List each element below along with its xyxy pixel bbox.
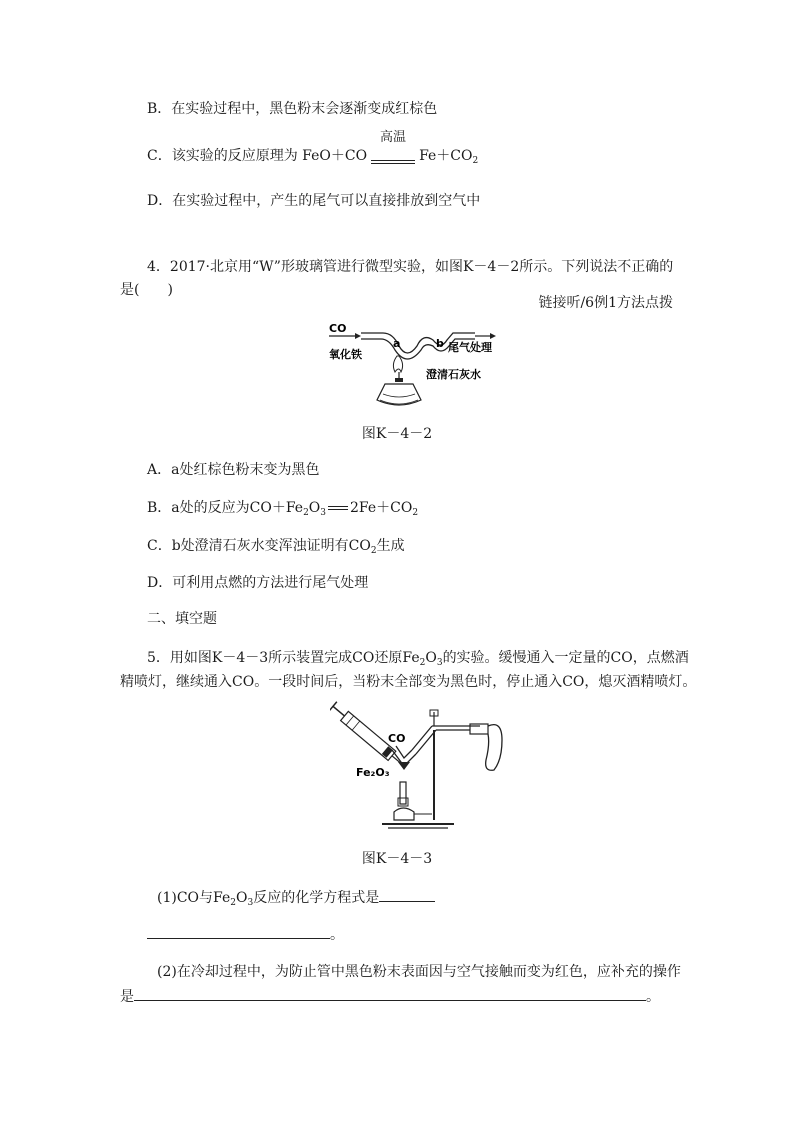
answer-blank-1b[interactable] [147,924,330,939]
q5-stem-line2: 精喷灯，继续通入CO。一段时间后，当粉末全部变为黑色时，停止通入CO，熄灭酒精喷灯。 [120,674,697,690]
section-heading-fill-in: 二、填空题 [147,611,217,627]
answer-blank-2[interactable] [134,986,646,1001]
fig-label-iron-oxide: 氧化铁 [329,348,362,361]
period: 。 [330,927,344,943]
figure-caption-k42: 图K－4－2 [361,426,433,442]
q3-option-d: D．在实验过程中，产生的尾气可以直接排放到空气中 [147,193,481,209]
answer-blank-1a[interactable] [379,887,435,902]
q3-option-c-products: Fe＋CO [419,148,473,164]
q5-part1-line1 [157,887,435,908]
fig-label-a: a [393,337,401,350]
fig-label-limewater: 澄清石灰水 [426,368,481,381]
fig-label-tail: 尾气处理 [448,341,492,354]
q4-option-a: A．a处红棕色粉末变为黑色 [147,462,320,478]
oxygen-symbol: O [236,890,248,906]
q4-option-b-text: B．a处的反应为CO＋Fe [147,500,304,516]
q5-part2-text: 是 [120,989,134,1005]
subscript: 3 [436,658,443,668]
fig-label-fe2o3: Fe₂O₃ [356,766,390,779]
q5-stem-line1 [147,648,689,668]
q4-option-b-products: 2Fe＋CO [350,500,413,516]
subscript: 2 [419,658,426,668]
equals-sign [328,506,348,510]
fig-label-co-syringe: CO [388,732,406,745]
reaction-condition [371,130,415,164]
q4-option-b [147,498,418,518]
q3-option-c-text: C．该实验的反应原理为 FeO＋CO [147,148,368,164]
condition-label: 高温 [380,130,407,145]
q5-stem-text-a: 5．用如图K－4－3所示装置完成CO还原Fe [147,650,420,666]
q4-option-d: D．可利用点燃的方法进行尾气处理 [147,575,369,591]
q5-part1-text: (1)CO与Fe [157,890,231,906]
oxygen-symbol: O [308,500,321,516]
subscript: 2 [472,156,479,166]
q4-stem-line1: 4．2017·北京用“W”形玻璃管进行微型实验，如图K－4－2所示。下列说法不正确的 [147,259,674,275]
q4-stem-line2: 是( ) [120,282,173,298]
figure-y-tube-apparatus [330,700,520,835]
q3-option-b: B．在实验过程中，黑色粉末会逐渐变成红棕色 [147,101,438,117]
figure-w-tube [325,318,510,413]
subscript: 2 [370,546,377,556]
q4-option-c-text: C．b处澄清石灰水变浑浊证明有CO [147,538,371,554]
q3-option-c [147,130,479,166]
subscript: 2 [412,508,419,518]
q5-part1-question: 反应的化学方程式是 [253,890,380,906]
q4-option-c-end: 生成 [376,538,405,554]
q4-link-text[interactable]: 链接听/6例1方法点拨 [538,295,673,311]
q5-part2-line1: (2)在冷却过程中，为防止管中黑色粉末表面因与空气接触而变为红色，应补充的操作 [157,964,681,980]
q5-stem-text-c: 的实验。缓慢通入一定量的CO，点燃酒 [442,650,689,666]
subscript: 3 [320,508,327,518]
period: 。 [646,989,660,1005]
figure-caption-k43: 图K－4－3 [361,851,433,867]
q5-part2-line2 [120,986,660,1007]
oxygen-symbol: O [425,650,437,666]
q4-option-c [147,536,405,556]
subscript: 2 [230,898,236,908]
fig-label-b: b [436,337,444,350]
q5-part1-line2 [147,924,344,945]
subscript: 3 [247,898,254,908]
fig-label-co: CO [329,322,347,335]
subscript: 2 [303,508,309,518]
